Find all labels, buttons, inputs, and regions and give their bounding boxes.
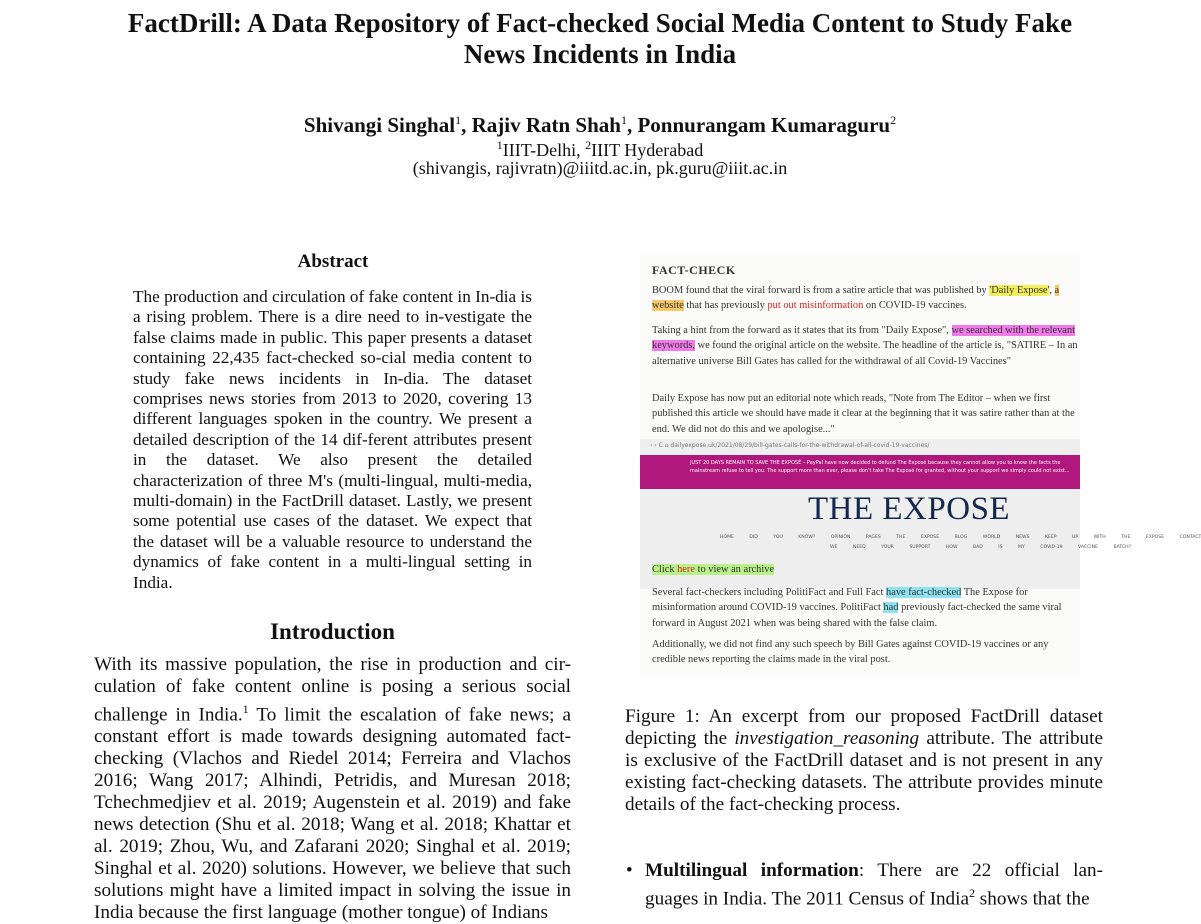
highlight-archive <box>652 564 774 575</box>
site-nav-item: HOME <box>720 535 734 540</box>
figure-paragraph-2 <box>652 323 1082 369</box>
footnote-mark[interactable]: 2 <box>969 886 975 900</box>
fig-text: to view an archive <box>695 564 775 575</box>
caption-attribute-name: investigation_reasoning <box>734 728 920 749</box>
author-list: Shivangi Singhal$^1$, Rajiv Ratn Shah$^1$, Ponnurangam Kumaraguru$^2$ <box>303 113 897 137</box>
affiliation-name: IIIT Hyderabad <box>591 140 704 160</box>
title-line-1: FactDrill: A Data Repository of Fact-checked Social Media Content to Study Fake <box>127 8 1073 38</box>
support-banner: JUST 20 DAYS REMAIN TO SAVE THE EXPOSÉ – PayPal have now decided to defund The Exposé because they cannot allow you to know the facts the mainstream refuse to tell you. The support more than ever, please don't take The Exposé for granted, without your support we simply could not exist... <box>640 455 1080 489</box>
affiliation-name: IIIT-Delhi <box>502 140 577 160</box>
the-expose-logo: THE EXPOSE <box>808 491 1011 527</box>
site-nav-item: WE NEED YOUR SUPPORT <box>830 545 931 550</box>
fact-check-heading: FACT-CHECK <box>652 263 736 277</box>
highlight-had: had <box>883 602 899 614</box>
fig-text: The Expose for misinformation around COVID-19 vaccines. PolitiFact <box>652 587 1028 614</box>
archive-link[interactable]: here <box>677 564 695 575</box>
figure-paragraph-4 <box>652 585 1082 631</box>
multilingual-paragraph <box>625 860 1103 910</box>
browser-url-bar: ‹ › C ⌂ dailyexpose.uk/2021/08/29/bill-gates-calls-for-the-withdrawal-of-all-covid-19-vaccines/ <box>650 442 930 449</box>
site-nav-item: WORLD NEWS <box>982 535 1030 540</box>
multilingual-text: shows that the <box>975 888 1090 910</box>
affiliation-mark: 1 <box>496 138 503 152</box>
author-name: Rajiv Ratn Shah <box>471 113 621 137</box>
affiliation-mark: 2 <box>585 138 592 152</box>
fig-text: Several fact-checkers including PolitiFact and Full Fact <box>652 587 887 598</box>
intro-text-part: To limit the escalation of fake news; a constant effort is made towards designing automated fact-checking (Vlachos and Riedel 2014; Ferreira and Vlachos 2016; Wang 2017; Alhindi, Petridis, and Muresan 2018; Tchechmedjiev et al. 2019; Augenstein et al. 2019) and fake news detection (Shu et al. 2018; Wang et al. 2018; Khattar et al. 2019; Zhou, Wu, and Zafarani 2020; Singhal et al. 2019; Singhal et al. 2020) solutions. However, we believe that such solutions might have a limited impact in solving the issue in India because the first language (mother tongue) of Indians <box>94 704 572 924</box>
fig-text: BOOM found that the viral forward is from a satire article that was published by <box>652 285 990 296</box>
fig-text: that has previously <box>683 300 768 312</box>
author-aff-mark: 2 <box>890 113 897 127</box>
footnote-mark[interactable]: 1 <box>242 702 249 716</box>
highlight-have-fact-checked: have fact-checked <box>886 587 962 598</box>
paper-title <box>40 8 1160 70</box>
fig-text: Click <box>652 564 678 575</box>
site-nav-bar-secondary <box>830 545 1131 550</box>
figure-paragraph-5: Additionally, we did not find any such speech by Bill Gates against COVID-19 vaccines or any credible news reporting the claims made in the viral post. <box>652 639 1049 666</box>
highlight-daily-expose: 'Daily Expose' <box>989 285 1050 296</box>
site-nav-item: DID YOU KNOW? <box>749 535 816 540</box>
site-nav-item: OPINION PAGES <box>830 535 881 540</box>
abstract-heading: Abstract <box>297 251 369 272</box>
site-nav-item: HOW BAD IS MY COVID-19 VACCINE BATCH? <box>945 545 1132 550</box>
author-aff-mark: 1 <box>620 113 627 127</box>
affiliations: $^1$IIIT-Delhi, $^2$IIIT Hyderabad <box>496 138 704 160</box>
introduction-text <box>94 654 571 924</box>
misinformation-link[interactable]: put out misinformation <box>767 300 864 312</box>
fig-text: Taking a hint from the forward as it states that its from "Daily Expose", <box>652 325 952 336</box>
site-nav-bar <box>720 535 1201 540</box>
abstract-text: The production and circulation of fake content in In-dia is a rising problem. There is a dire need to in-vestigate the false claims made in public. This paper presents a dataset containing 22,435 fact-checked so-cial media content to study fake news incidents in In-dia. The dataset comprises news stories from 2013 to 2020, covering 13 different languages spoken in the country. We present a detailed description of the 14 dif-ferent attributes present in the dataset. We also present the detailed characterization of three M's (multi-lingual, multi-media, multi-domain) in the FactDrill dataset. Lastly, we present some potential use cases of the dataset. We expect that the dataset will be a valuable resource to understand the dynamics of fake content in a multi-lingual setting in India. <box>133 287 532 592</box>
figure-1-caption <box>625 706 1103 816</box>
caption-text: Figure 1: An excerpt from our proposed FactDrill dataset depicting the <box>625 706 1103 749</box>
fig-text: we found the original article on the website. The headline of the article is, "SATIRE – In an alternative universe Bill Gates has called for the withdrawal of all Covid-19 Vaccines" <box>652 340 1078 367</box>
author-aff-mark: 1 <box>455 113 462 127</box>
bullet-marker: • <box>626 860 633 881</box>
site-nav-item: KEEP UP WITH THE EXPOSE <box>1044 535 1165 540</box>
site-nav-item: CONTACT <box>1179 535 1201 540</box>
figure-paragraph-3: Daily Expose has now put an editorial note which reads, "Note from The Editor – when we first published this article we should have made it clear at the beginning that it was satire rather than at the end. We did not do this and we apologise..." <box>652 393 1075 435</box>
fig-text: previously fact-checked the same viral forward in August 2021 when was being shared with the false claim. <box>652 602 1062 629</box>
introduction-heading: Introduction <box>270 619 395 644</box>
author-name: Shivangi Singhal <box>303 113 456 137</box>
multilingual-text: : There are 22 official lan-guages in India. The 2011 Census of India <box>645 860 1104 910</box>
highlight-website: a website <box>652 285 1060 312</box>
archive-line <box>652 562 1082 577</box>
author-emails: (shivangis, rajivratn)@iiitd.ac.in, pk.guru@iiit.ac.in <box>412 158 788 178</box>
highlight-searched-keywords: we searched with the relevant keywords, <box>652 325 1075 352</box>
intro-text-part: With its massive population, the rise in production and cir-culation of fake content online is posing a serious social challenge in India. <box>94 654 571 726</box>
figure-paragraph-1 <box>652 283 1082 314</box>
fig-text: on COVID-19 vaccines. <box>863 300 967 312</box>
multilingual-label: Multilingual information <box>645 860 859 881</box>
figure-1-image <box>640 255 1201 675</box>
caption-text: attribute. The attribute is exclusive of the FactDrill dataset and is not present in any existing fact-checking datasets. The attribute provides minute details of the fact-checking process. <box>625 728 1103 815</box>
title-line-2: News Incidents in India <box>463 39 737 69</box>
fig-text: , <box>1049 285 1055 296</box>
author-name: Ponnurangam Kumaraguru <box>637 113 891 137</box>
site-nav-item: THE EXPOSE BLOG <box>896 535 968 540</box>
